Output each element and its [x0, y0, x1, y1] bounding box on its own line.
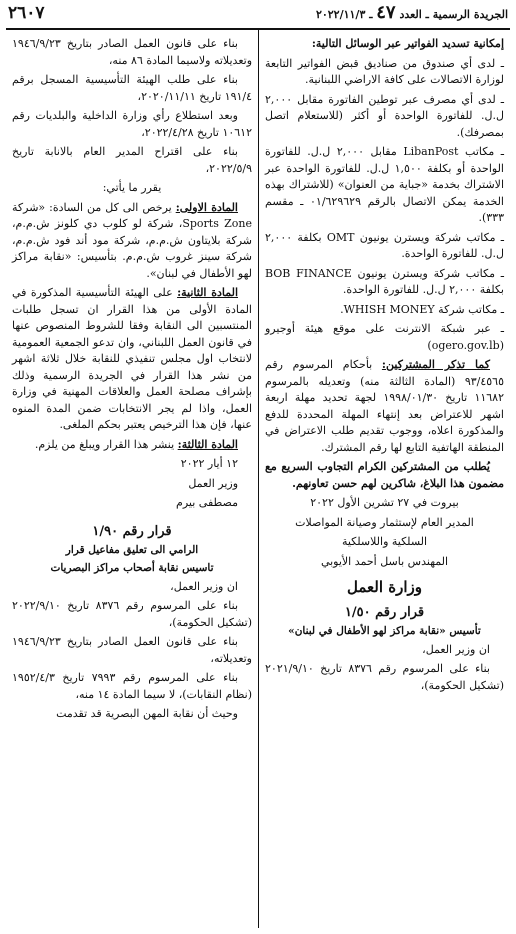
gazette-name: الجريدة الرسمية ـ العدد [399, 8, 508, 21]
signatory-title-1: المدير العام لإستثمار وصيانة المواصلات [295, 515, 474, 529]
cooperation-request: يُطلب من المشتركين الكرام التجاوب السريع مع مضمون هذا البلاغ، شاكرين لهم حسن تعاونهم. [265, 460, 504, 490]
government-decree: بناء على المرسوم رقم ٨٣٧٦ تاريخ ٢٠٢١/٩/١٠ (تشكيل الحكومة)، [265, 662, 504, 692]
unions-decree: بناء على المرسوم رقم ٧٩٩٣ تاريخ ١٩٥٢/٤/٣ (نظام النقابات)، لا سيما المادة ١٤ منه، [12, 671, 252, 701]
article-2 [12, 285, 252, 434]
minister-name: مصطفى بيرم [176, 496, 238, 509]
minister-intro-2: ان وزير العمل، [170, 579, 238, 593]
interior-opinion: وبعد استطلاع رأي وزارة الداخلية والبلديات رقم ١٠٦١٢ تاريخ ٢٠٢٢/٤/٢٨، [12, 109, 252, 139]
article-3-lead: المادة الثالثة: [177, 437, 238, 451]
payment-methods-heading: إمكانية تسديد الفواتير عبر الوسائل التالية: [311, 37, 504, 50]
founding-request: بناء على طلب الهيئة التأسيسية المسجل برقم ١٩١/٤ تاريخ ٢٠٢٠/١١/١١، [12, 73, 252, 103]
page-header [6, 4, 510, 30]
payment-method-whish: ـ مكاتب شركة WHISH MONEY. [340, 302, 504, 316]
gazette-issue-line [316, 0, 508, 26]
optics-syndicate-clause: وحيث أن نقابة المهن البصرية قد تقدمت [56, 707, 238, 720]
reminder-paragraph [265, 357, 504, 456]
payment-method-fund: ـ لدى أي صندوق من صناديق قبض الفواتير التابعة لوزارة الاتصالات على كافة الاراضي اللبنانية. [265, 56, 504, 86]
payment-method-bank: ـ لدى أي مصرف عبر توطين الفاتورة مقابل ٢,٠٠٠ ل.ل. للفاتورة الواحدة أو أكثر (للاستعلام اتصل بمصرفك). [265, 92, 504, 139]
place-date: بيروت في ٢٧ تشرين الأول ٢٠٢٢ [310, 496, 459, 509]
decision-date: ١٢ أيار ٢٠٢٢ [180, 457, 238, 470]
decision-number: قرار رقم ١/٥٠ [344, 604, 425, 620]
decides-heading: يقرر ما يأتي: [102, 181, 162, 194]
article-3-text: ينشر هذا القرار ويبلغ من يلزم. [34, 437, 178, 451]
payment-method-ogero: ـ عبر شبكة الانترنت على موقع هيئة أوجيرو (ogero.gov.lb) [265, 322, 504, 352]
ministry-heading: وزارة العمل [347, 578, 422, 596]
decision-title: تأسيس «نقابة مراكز لهو الأطفال في لبنان» [288, 625, 481, 637]
payment-method-omt: ـ مكاتب شركة ويسترن يونيون OMT بكلفة ٢,٠٠٠ ل.ل. للفاتورة الواحدة. [265, 230, 504, 260]
article-2-text: على الهيئة التأسيسية المذكورة في المادة الأولى من هذا القرار ان تسجل طلبات المنتسبين الى النقابة وفقا للشروط المنصوص عنها في قانون العمل اللبناني، وان تدعو الجمعية العمومية لانتخاب اول مجلس تنفيذي للنقابة خلال ثلاثة اشهر من نشر هذا القرار في الجريدة الرسمية وذلك بإشراف مصلحة العمل والعلاقات المهنية في وزارة العمل، واذا لم يجر الانتخابات ضمن المدة المنوه عنها، فإن هذا الترخيص يعتبر بحكم الملغى. [12, 286, 252, 431]
decision-title-2a: الرامي الى تعليق مفاعيل قرار [65, 544, 199, 556]
columns [6, 30, 510, 928]
signatory-name: المهندس باسل أحمد الأيوبي [320, 554, 449, 568]
page-number: ٢٦٠٧ [8, 2, 45, 23]
decision-title-2b: تاسيس نقابة أصحاب مراكز البصريات [50, 561, 214, 574]
article-2-lead: المادة الثانية: [177, 286, 239, 299]
government-decree-2: بناء على المرسوم رقم ٨٣٧٦ تاريخ ٢٠٢٢/٩/١٠ (تشكيل الحكومة)، [12, 599, 252, 629]
minister-title: وزير العمل [188, 476, 238, 490]
reminder-text: بأحكام المرسوم رقم ٩٣/٤٥٦٥ (المادة الثالثة منه) وتعديله بالمرسوم ١١٦٨٢ تاريخ ١٩٩٨/٠١/٣٠ لجهة تحديد مهلة اربعة اشهر للاعتراض بعد إنتهاء المهلة المحددة للدفع والمذكورة اعلاه، ووجوب تقديم طلب الاعتراض في المنطقة الهاتفية التابع لها رقم المشترك. [265, 358, 504, 454]
labor-law-reference-2: بناء على قانون العمل الصادر بتاريخ ١٩٤٦/٩/٢٣ وتعديلاته، [12, 635, 252, 665]
article-1-lead: المادة الاولى: [175, 200, 238, 214]
decision-number-2: قرار رقم ١/٩٠ [92, 523, 172, 539]
article-1-text: يرخص الى كل من السادة: «شركة Sports Zone، شركة لو كلوب دي كلونز ش.م.م، شركة بلايتاون ش.م.م، شركة مود أند فود ش.م.م، شركة سينز غروب ش.م.م. بتأسيس: «نقابة مراكز لهو الأطفال في لبنان». [12, 200, 252, 280]
minister-intro: ان وزير العمل، [422, 642, 490, 656]
issue-number: ٤٧ [376, 2, 396, 23]
right-column [258, 30, 510, 928]
article-3 [12, 437, 252, 454]
reminder-lead: كما تذكر المشتركين: [381, 358, 490, 371]
issue-date: ـ ٢٠٢٢/١١/٣ [315, 8, 373, 21]
labor-law-reference: بناء على قانون العمل الصادر بتاريخ ١٩٤٦/٩/٢٣ وتعديلاته ولاسيما المادة ٨٦ منه، [12, 37, 252, 67]
payment-method-libanpost: ـ مكاتب LibanPost مقابل ٢,٠٠٠ ل.ل. للفاتورة الواحدة أو بكلفة ١,٥٠٠ ل.ل. للفاتورة الواحدة عبر الاشتراك بخدمة «جباية من العنوان» (للاشتراك بهذه الخدمة يمكن الاتصال بالرقم ٠١/٦٢٩٦٢٩ ـ مقسم ٣٣٣). [265, 145, 504, 224]
payment-method-bob: ـ مكاتب شركة ويسترن يونيون BOB FINANCE بكلفة ٢,٠٠٠ ل.ل. للفاتورة الواحدة. [265, 266, 504, 296]
signatory-title-2: السلكية واللاسلكية [341, 535, 428, 548]
director-proposal: بناء على اقتراح المدير العام بالانابة تاريخ ٢٠٢٢/٥/٩، [12, 145, 252, 175]
article-1 [12, 200, 252, 283]
left-column [6, 30, 258, 928]
